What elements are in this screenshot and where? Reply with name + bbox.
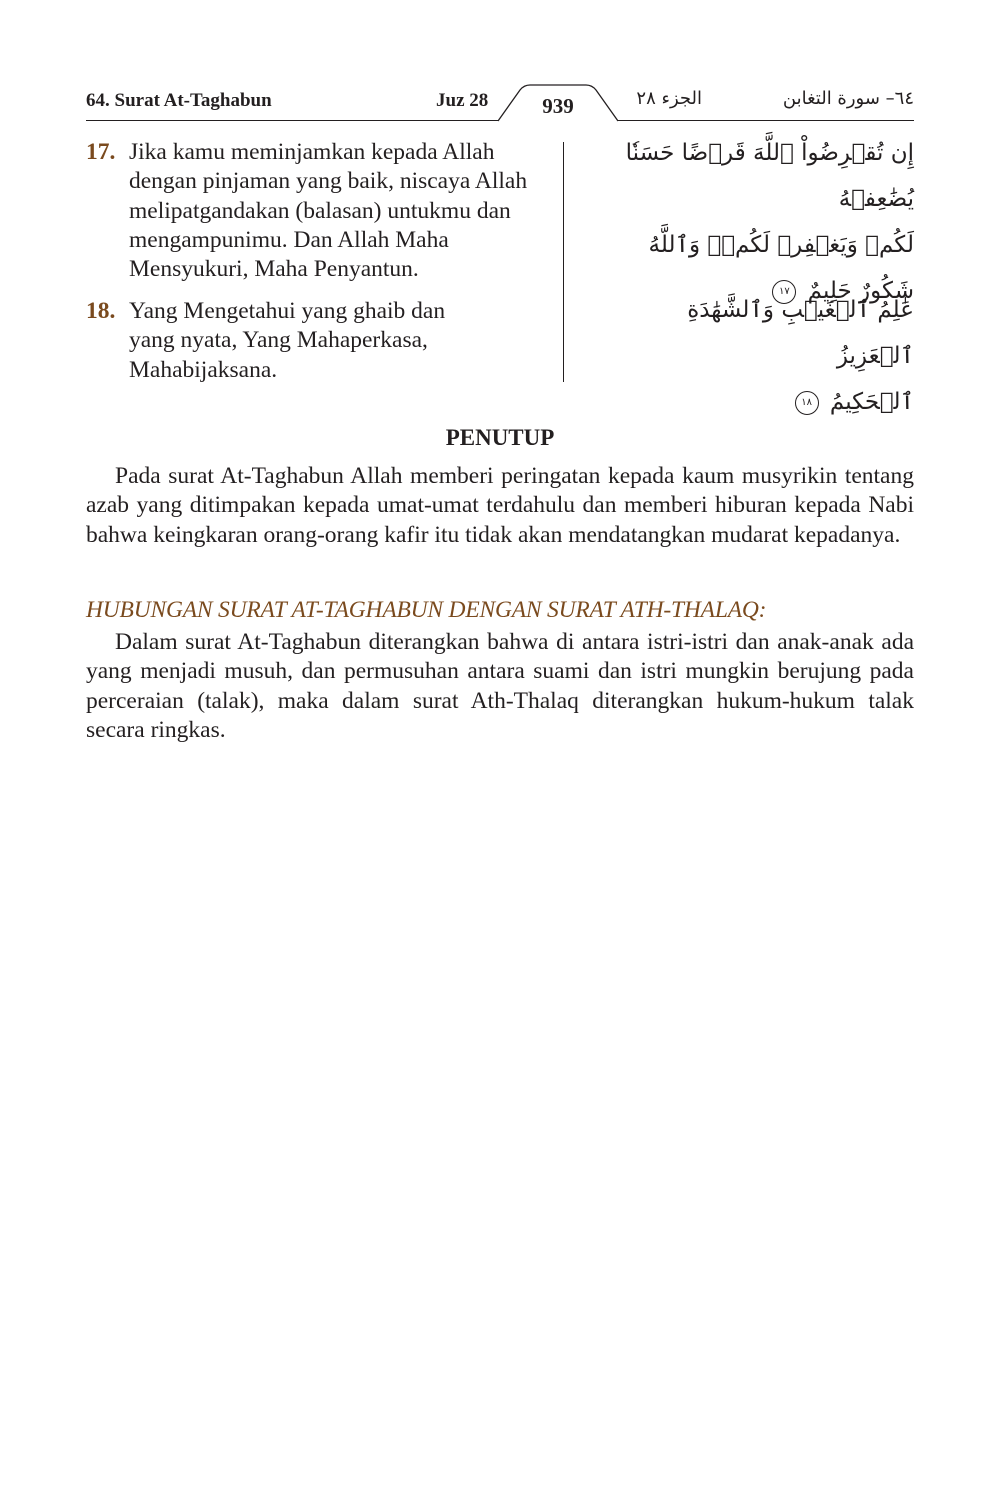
verse-text: Jika kamu meminjamkan kepada Allah dengan pinjaman yang baik, niscaya Allah melipatgandakan (balasan) untukmu dan mengampunimu. Dan Allah Maha Mensyukuri, Maha Penyantun. [129,139,528,283]
verse-18-translation [86,297,548,385]
header-surah-title: 64. Surat At-Taghabun [86,90,272,111]
relation-paragraph [86,628,914,745]
page-header [86,82,914,122]
page-number: 939 [542,94,574,118]
verse-number: 18. [86,298,116,324]
verse-text: Yang Mengetahui yang ghaib dan yang nyata, Yang Mahaperkasa, Mahabijaksana. [129,298,446,383]
paragraph-text: Dalam surat At-Taghabun diterangkan bahwa di antara istri-istri dan anak-anak ada yang menjadi musuh, dan permusuhan antara suami dan istri mungkin berujung pada perceraian (talak), maka dalam surat Ath-Thalaq diterangkan hukum-hukum talak secara ringkas. [86,629,914,743]
closing-paragraph [86,462,914,550]
verse-18-arabic [604,287,914,425]
arabic-text: لَكُمۡ وَيَغۡفِرۡ لَكُمۡۚ وَٱللَّهُ شَكُورٌ حَلِيمٌ [648,232,914,304]
paragraph-text: Pada surat At-Taghabun Allah memberi peringatan kepada kaum musyrikin tentang azab yang ditimpakan kepada umat-umat terdahulu dan memberi hiburan kepada Nabi bahwa keingkaran orang-orang kafir itu tidak akan mendatangkan mudarat kepadanya. [86,463,914,548]
ayah-marker: ١٨ [795,391,819,415]
arabic-line: إِن تُقۡرِضُواْ ٱللَّهَ قَرۡضًا حَسَنٗا يُضَٰعِفۡهُ [625,140,914,212]
relation-heading: HUBUNGAN SURAT AT-TAGHABUN DENGAN SURAT ATH-THALAQ: [86,597,767,623]
arabic-text: ٱلۡحَكِيمُ [829,389,914,415]
arabic-line [604,379,914,425]
header-arabic-surah: ٦٤– سورة التغابن [782,88,914,109]
header-arabic-juz: الجزء ٢٨ [636,88,702,109]
header-juz-label: Juz 28 [436,90,489,111]
column-divider [563,142,564,382]
section-title-penutup: PENUTUP [445,425,555,450]
arabic-line: عَٰلِمُ ٱلۡغَيۡبِ وَٱلشَّهَٰدَةِ ٱلۡعَزِيزُ [687,297,914,369]
verse-17-translation [86,138,548,284]
ayah-marker: ١٧ [772,280,796,304]
verse-number: 17. [86,139,116,165]
